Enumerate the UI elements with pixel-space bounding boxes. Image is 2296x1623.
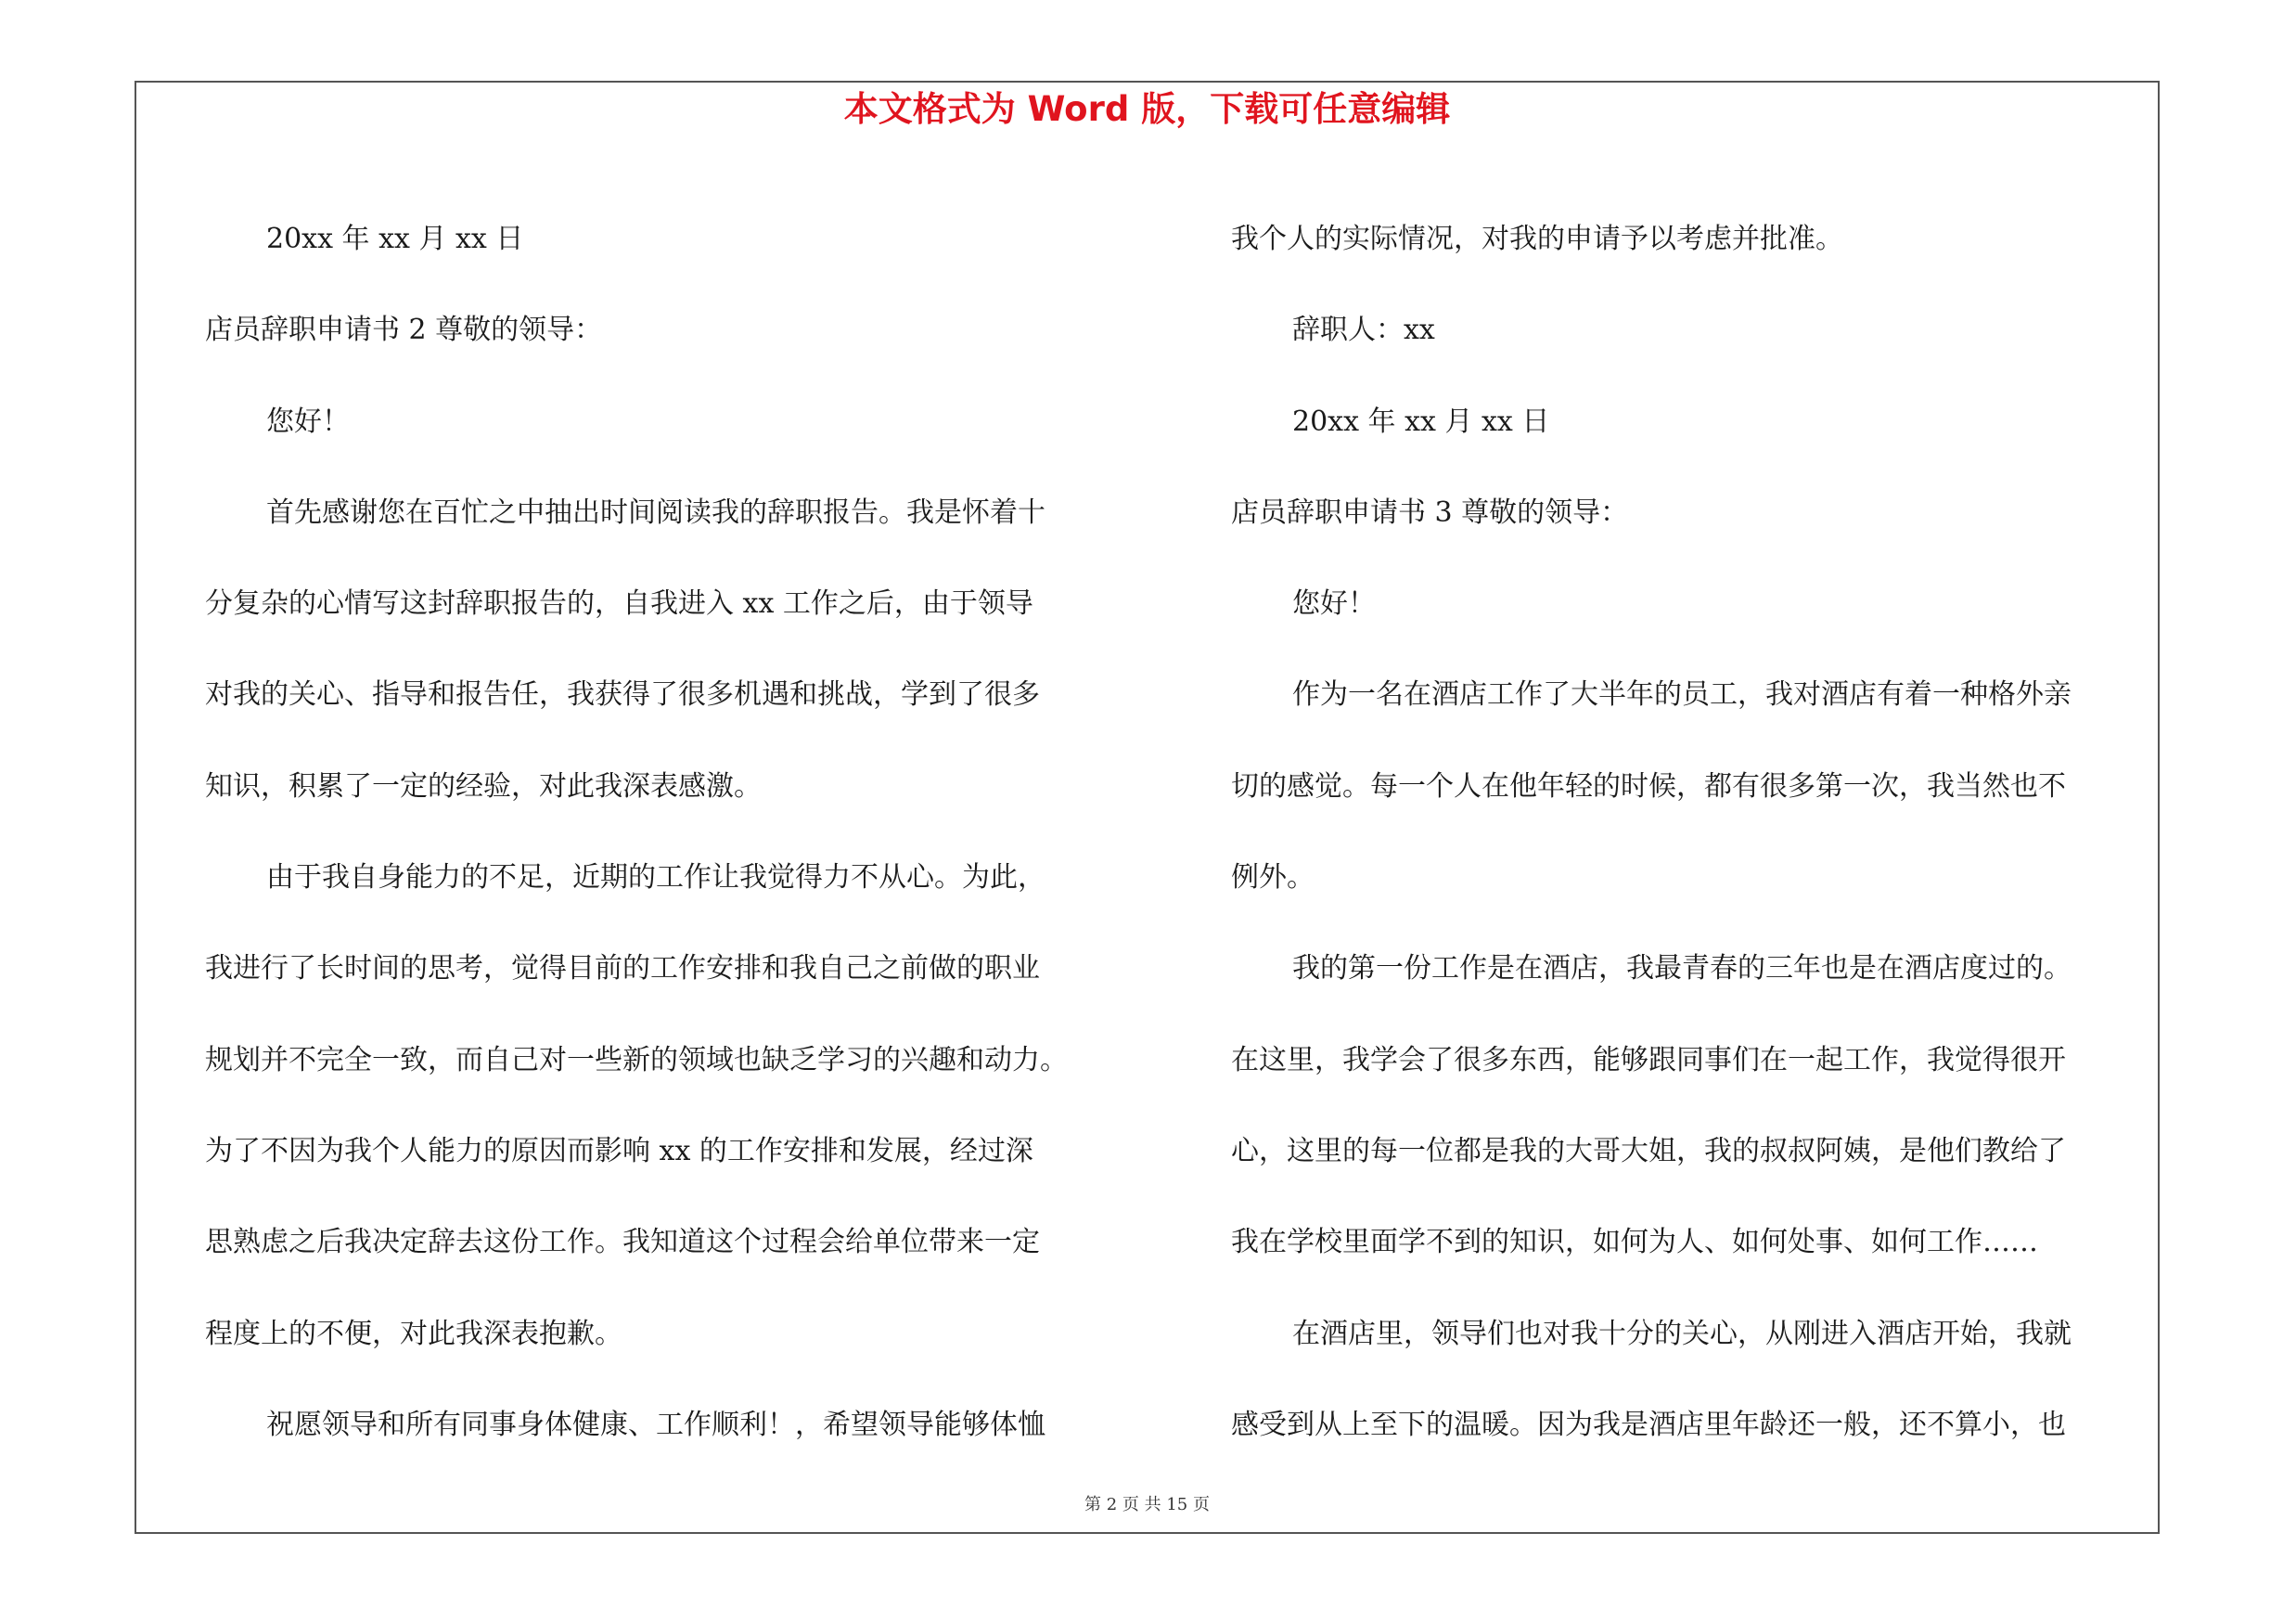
- text-line: 感受到从上至下的温暖。因为我是酒店里年龄还一般，还不算小，也: [1231, 1408, 2066, 1441]
- text-line: 我的第一份工作是在酒店，我最青春的三年也是在酒店度过的。: [1292, 952, 2072, 985]
- text-line: 辞职人：xx: [1292, 314, 1435, 347]
- text-line: 思熟虑之后我决定辞去这份工作。我知道这个过程会给单位带来一定: [205, 1226, 1040, 1259]
- right-column: [1231, 194, 2177, 1471]
- text-line: 规划并不完全一致，而自己对一些新的领域也缺乏学习的兴趣和动力。: [205, 1043, 1068, 1076]
- text-line: 作为一名在酒店工作了大半年的员工，我对酒店有着一种格外亲: [1292, 678, 2072, 712]
- text-line: 您好！: [1292, 587, 1376, 621]
- text-line: 我进行了长时间的思考，觉得目前的工作安排和我自己之前做的职业: [205, 952, 1040, 985]
- text-line: 分复杂的心情写这封辞职报告的，自我进入 xx 工作之后，由于领导: [205, 587, 1033, 621]
- text-line: 为了不因为我个人能力的原因而影响 xx 的工作安排和发展，经过深: [205, 1134, 1033, 1167]
- text-line: 您好！: [266, 405, 350, 438]
- format-notice: 本文格式为 Word 版，下载可任意编辑: [843, 89, 1451, 129]
- text-line: 我个人的实际情况，对我的申请予以考虑并批准。: [1231, 223, 1843, 255]
- text-line: 对我的关心、指导和报告任，我获得了很多机遇和挑战，学到了很多: [205, 678, 1040, 712]
- text-line: 首先感谢您在百忙之中抽出时间阅读我的辞职报告。我是怀着十: [266, 496, 1045, 529]
- page-number: 第 2 页 共 15 页: [1084, 1495, 1210, 1514]
- text-line: 祝愿领导和所有同事身体健康、工作顺利！，希望领导能够体恤: [266, 1408, 1045, 1441]
- text-line: 店员辞职申请书 3 尊敬的领导：: [1231, 496, 1629, 529]
- text-line: 切的感觉。每一个人在他年轻的时候，都有很多第一次，我当然也不: [1231, 769, 2066, 803]
- left-column: [205, 194, 1133, 1471]
- text-line: 店员辞职申请书 2 尊敬的领导：: [205, 314, 603, 347]
- text-line: 20xx 年 xx 月 xx 日: [1292, 405, 1550, 438]
- text-line: 在这里，我学会了很多东西，能够跟同事们在一起工作，我觉得很开: [1231, 1043, 2066, 1076]
- text-line: 心，这里的每一位都是我的大哥大姐，我的叔叔阿姨，是他们教给了: [1231, 1134, 2066, 1167]
- text-line: 在酒店里，领导们也对我十分的关心，从刚进入酒店开始，我就: [1292, 1317, 2072, 1350]
- text-line: 程度上的不便，对此我深表抱歉。: [205, 1317, 622, 1350]
- text-line: 我在学校里面学不到的知识，如何为人、如何处事、如何工作……: [1231, 1226, 2038, 1259]
- text-line: 由于我自身能力的不足，近期的工作让我觉得力不从心。为此，: [266, 861, 1045, 895]
- text-line: 例外。: [1231, 861, 1315, 895]
- text-line: 20xx 年 xx 月 xx 日: [266, 223, 524, 255]
- text-line: 知识，积累了一定的经验，对此我深表感激。: [205, 769, 762, 803]
- document-page: [135, 81, 2160, 1534]
